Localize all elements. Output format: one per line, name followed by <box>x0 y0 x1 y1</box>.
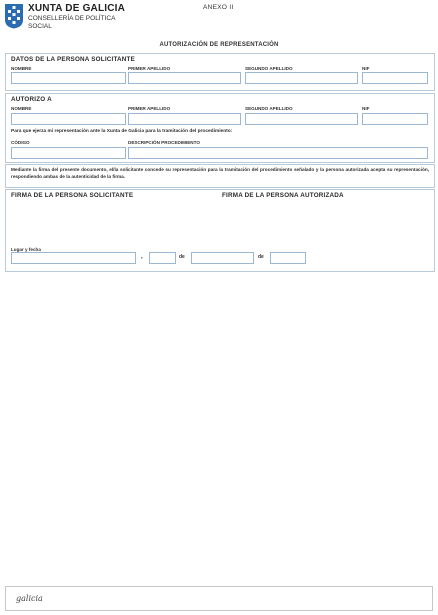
applicant-section-title: DATOS DE LA PERSONA SOLICITANTE <box>11 56 135 63</box>
authorized-name-label: NOMBRE <box>11 106 32 111</box>
document-title: AUTORIZACIÓN DE REPRESENTACIÓN <box>159 42 279 48</box>
applicant-section <box>5 53 435 91</box>
de-separator-2: de <box>258 254 264 260</box>
authorized-signature-label: FIRMA DE LA PERSONA AUTORIZADA <box>222 192 344 199</box>
code-label: CÓDIGO <box>11 140 30 145</box>
org-name: XUNTA DE GALICIA <box>28 3 126 14</box>
authorized-surname1-label: PRIMER APELLIDO <box>128 106 171 111</box>
place-date-label: Lugar y fecha <box>11 247 41 252</box>
authorized-surname1-field[interactable] <box>128 113 241 125</box>
de-separator-1: de <box>179 254 185 260</box>
procedure-field[interactable] <box>128 147 428 159</box>
xunta-emblem-icon <box>4 3 24 29</box>
code-field[interactable] <box>11 147 126 159</box>
authorized-surname2-label: SEGUNDO APELLIDO <box>245 106 293 111</box>
footer <box>5 586 433 611</box>
department-line-2: SOCIAL <box>28 22 52 30</box>
applicant-name-field[interactable] <box>11 72 126 84</box>
authorized-section-title: AUTORIZO A <box>11 96 52 103</box>
department-line-1: CONSELLERÍA DE POLÍTICA <box>28 15 116 22</box>
procedure-label: DESCRIPCIÓN PROCEDIMIENTO <box>128 140 200 145</box>
applicant-nif-field[interactable] <box>362 72 428 84</box>
authorized-section <box>5 93 435 163</box>
authorized-nif-label: NIF <box>362 106 370 111</box>
applicant-surname1-field[interactable] <box>128 72 241 84</box>
authorized-surname2-field[interactable] <box>245 113 358 125</box>
applicant-nif-label: NIF <box>362 66 370 71</box>
applicant-surname2-field[interactable] <box>245 72 358 84</box>
authorized-nif-field[interactable] <box>362 113 428 125</box>
month-field[interactable] <box>191 252 254 264</box>
signature-section <box>5 189 435 272</box>
purpose-note: Para que ejerza mi representación ante la Xunta de Galicia para la tramitación del procedimiento: <box>11 129 233 134</box>
applicant-signature-label: FIRMA DE LA PERSONA SOLICITANTE <box>11 192 134 199</box>
declaration-box <box>5 164 435 188</box>
applicant-name-label: NOMBRE <box>11 66 32 71</box>
galicia-logo: galicia <box>16 594 43 603</box>
annex-label: ANEXO II <box>203 4 234 11</box>
authorized-signature-area[interactable] <box>222 202 427 246</box>
applicant-surname1-label: PRIMER APELLIDO <box>128 66 171 71</box>
comma-separator: , <box>141 254 143 260</box>
year-field[interactable] <box>270 252 306 264</box>
day-field[interactable] <box>149 252 176 264</box>
department-name <box>28 15 115 30</box>
declaration-text: Mediante la firma del presente documento, el/la solicitante concede su representación para la tramitación del procedimiento señalado y la persona autorizada acepta su representación, respondiendo ambas de la autenticidad de la firma. <box>11 167 429 179</box>
place-field[interactable] <box>11 252 136 264</box>
authorized-name-field[interactable] <box>11 113 126 125</box>
applicant-surname2-label: SEGUNDO APELLIDO <box>245 66 293 71</box>
applicant-signature-area[interactable] <box>11 202 216 246</box>
